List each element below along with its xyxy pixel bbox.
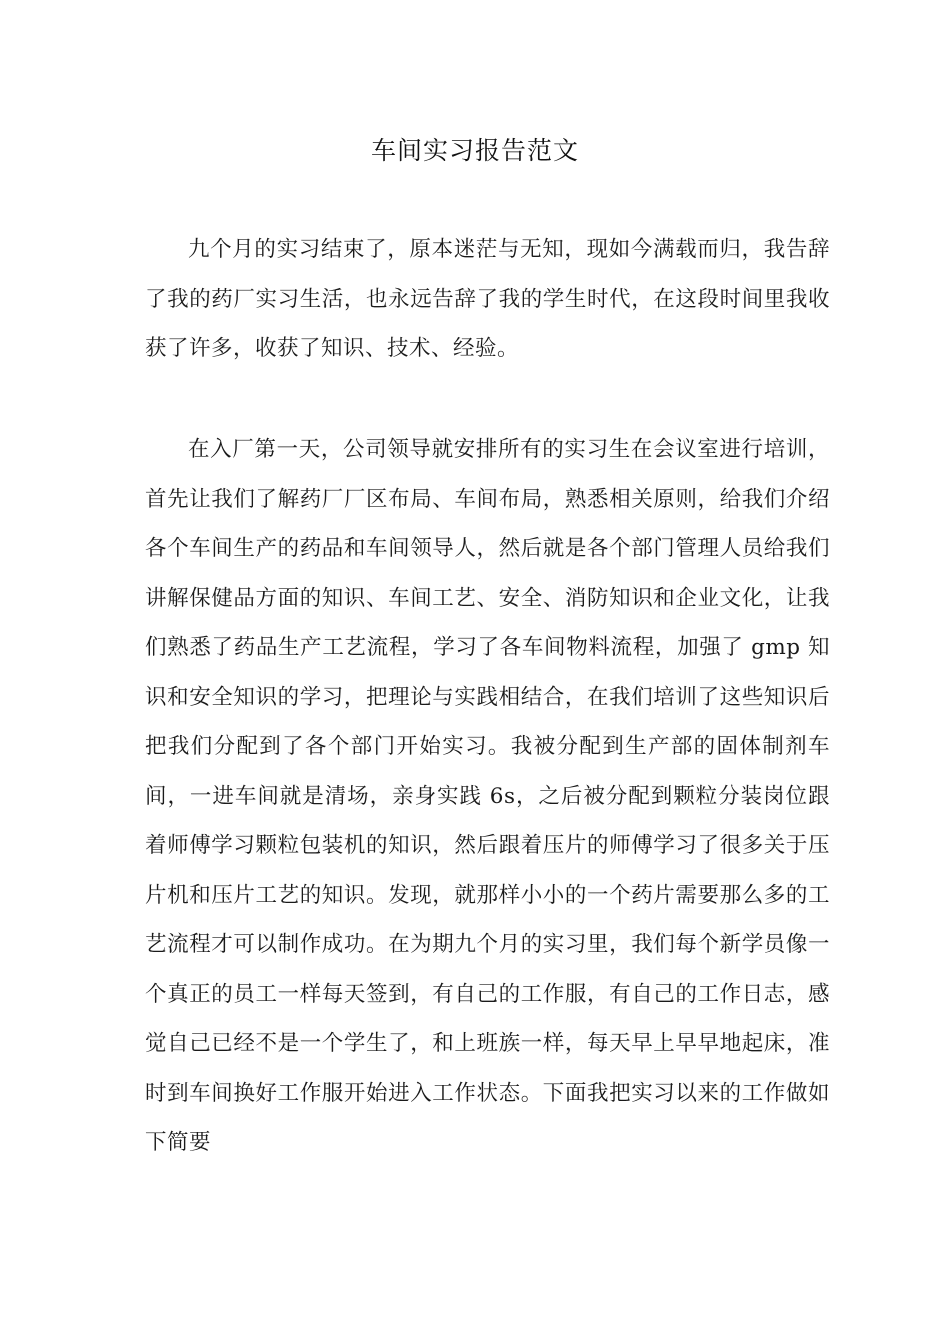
paragraph-2: 在入厂第一天，公司领导就安排所有的实习生在会议室进行培训，首先让我们了解药厂厂区布局、车间布局，熟悉相关原则，给我们介绍各个车间生产的药品和车间领导人，然后就是各个部门管理人员给我们讲解保健品方面的知识、车间工艺、安全、消防知识和企业文化，让我们熟悉了药品生产工艺流程，学习了各车间物料流程，加强了 gmp 知识和安全知识的学习，把理论与实践相结合，在我们培训了这些知识后把我们分配到了各个部门开始实习。我被分配到生产部的固体制剂车间，一进车间就是清场，亲身实践 6s，之后被分配到颗粒分装岗位跟着师傅学习颗粒包装机的知识，然后跟着压片的师傅学习了很多关于压片机和压片工艺的知识。发现，就那样小小的一个药片需要那么多的工艺流程才可以制作成功。在为期九个月的实习里，我们每个新学员像一个真正的员工一样每天签到，有自己的工作服，有自己的工作日志，感觉自己已经不是一个学生了，和上班族一样，每天早上早早地起床，准时到车间换好工作服开始进入工作状态。下面我把实习以来的工作做如下简要 — [145, 437, 830, 1155]
paragraph-1: 九个月的实习结束了，原本迷茫与无知，现如今满载而归，我告辞了我的药厂实习生活，也永远告辞了我的学生时代，在这段时间里我收获了许多，收获了知识、技术、经验。 — [145, 237, 830, 361]
document-title: 车间实习报告范文 — [370, 136, 579, 165]
